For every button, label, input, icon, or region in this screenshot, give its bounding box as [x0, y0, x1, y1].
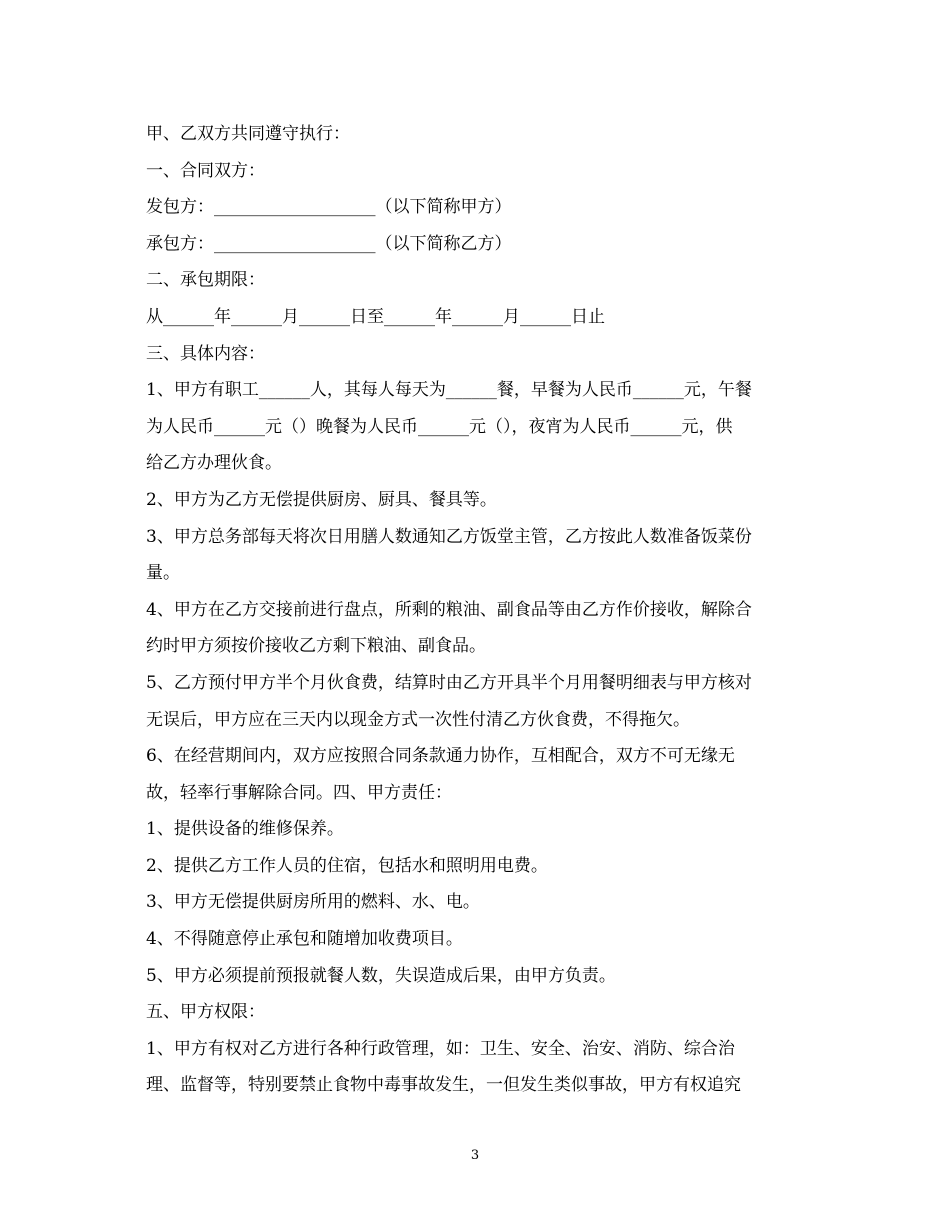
text-line: 6、在经营期间内，双方应按照合同条款通力协作，互相配合，双方不可无缘无	[146, 746, 735, 767]
section-heading: 一、合同双方：	[146, 160, 265, 181]
text-line: 4、不得随意停止承包和随增加收费项目。	[146, 929, 463, 950]
section-heading: 五、甲方权限：	[146, 1002, 265, 1023]
text-line: 1、甲方有权对乙方进行各种行政管理，如：卫生、安全、治安、消防、综合治	[146, 1038, 735, 1059]
text-line: 5、乙方预付甲方半个月伙食费，结算时由乙方开具半个月用餐明细表与甲方核对	[146, 672, 752, 693]
text-line: 甲、乙双方共同遵守执行：	[146, 124, 350, 144]
text-line: 5、甲方必须提前预报就餐人数，失误造成后果，由甲方负责。	[146, 965, 616, 986]
text-line: 约时甲方须按价接收乙方剩下粮油、副食品。	[146, 636, 486, 657]
page-number: 3	[470, 1148, 480, 1163]
text-line: 理、监督等，特别要禁止食物中毒事故发生，一但发生类似事故，甲方有权追究	[146, 1075, 741, 1096]
text-line: 承包方：___________________（以下简称乙方）	[146, 233, 512, 254]
text-line: 量。	[146, 563, 180, 584]
text-line: 3、甲方总务部每天将次日用膳人数通知乙方饭堂主管，乙方按此人数准备饭菜份	[146, 526, 752, 547]
text-line: 4、甲方在乙方交接前进行盘点，所剩的粮油、副食品等由乙方作价接收，解除合	[146, 599, 752, 620]
contract-body	[146, 116, 816, 1104]
section-heading: 二、承包期限：	[146, 270, 265, 291]
text-line: 为人民币______元（）晚餐为人民币______元（），夜宵为人民币______元，供	[146, 416, 733, 437]
text-line: 1、甲方有职工______人，其每人每天为______餐，早餐为人民币______元，午餐	[146, 380, 752, 401]
text-line: 1、提供设备的维修保养。	[146, 819, 344, 840]
section-heading: 三、具体内容：	[146, 343, 265, 364]
text-line: 无误后，甲方应在三天内以现金方式一次性付清乙方伙食费，不得拖欠。	[146, 709, 690, 730]
text-line: 3、甲方无偿提供厨房所用的燃料、水、电。	[146, 892, 480, 913]
text-line: 给乙方办理伙食。	[146, 453, 282, 474]
text-line: 从______年______月______日至______年______月______日止	[146, 306, 605, 327]
text-line: 2、提供乙方工作人员的住宿，包括水和照明用电费。	[146, 855, 548, 876]
text-line: 2、甲方为乙方无偿提供厨房、厨具、餐具等。	[146, 489, 497, 510]
text-line: 发包方：___________________（以下简称甲方）	[146, 197, 512, 218]
text-line: 故，轻率行事解除合同。四、甲方责任：	[146, 782, 452, 803]
